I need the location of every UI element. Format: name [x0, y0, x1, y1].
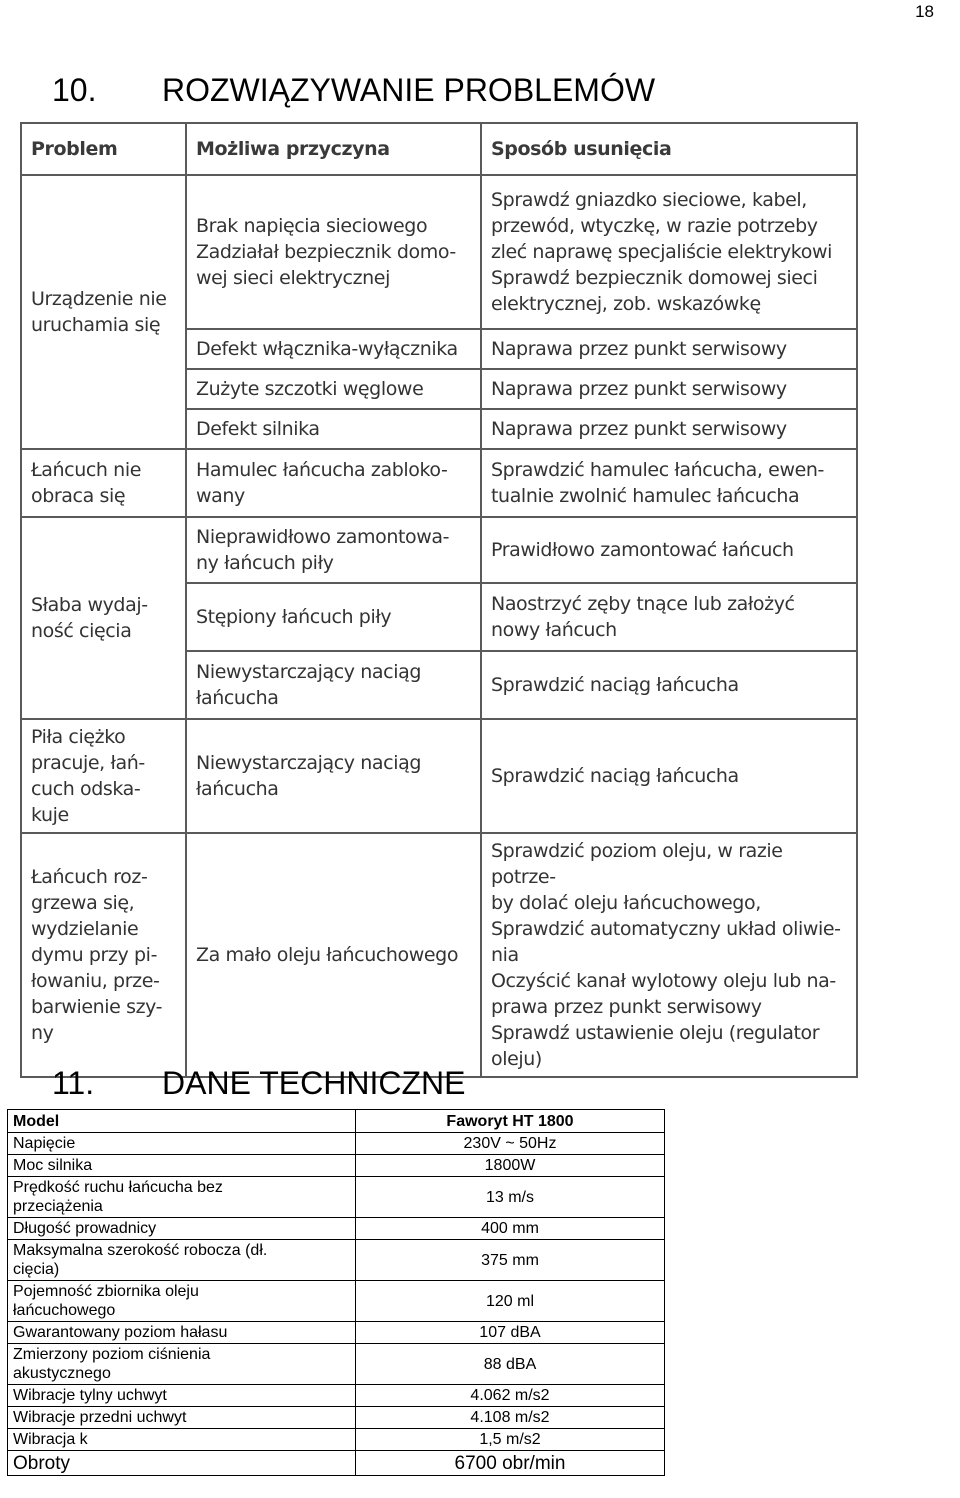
spec-value: 4.108 m/s2: [356, 1407, 665, 1429]
spec-label: Maksymalna szerokość robocza (dł. cięcia): [8, 1240, 356, 1281]
page-number: 18: [915, 2, 934, 21]
spec-label: Zmierzony poziom ciśnienia akustycznego: [8, 1344, 356, 1385]
spec-label: Pojemność zbiornika oleju łańcuchowego: [8, 1281, 356, 1322]
spec-row: [8, 1429, 665, 1451]
section-11-heading: [52, 1065, 465, 1102]
troubleshooting-row: [21, 517, 857, 583]
spec-value: 107 dBA: [356, 1322, 665, 1344]
spec-value: Faworyt HT 1800: [356, 1110, 665, 1133]
spec-value: 120 ml: [356, 1281, 665, 1322]
spec-label: Wibracja k: [8, 1429, 356, 1451]
spec-label: Prędkość ruchu łańcucha bez przeciążenia: [8, 1177, 356, 1218]
troubleshooting-header-row: [21, 123, 857, 175]
solution-cell: Naprawa przez punkt serwisowy: [481, 329, 857, 369]
spec-label: Model: [8, 1110, 356, 1133]
cause-cell: Hamulec łańcucha zabloko- wany: [186, 449, 481, 517]
spec-row: [8, 1155, 665, 1177]
spec-value: 1,5 m/s2: [356, 1429, 665, 1451]
spec-value: 1800W: [356, 1155, 665, 1177]
spec-row: [8, 1344, 665, 1385]
solution-cell: Naostrzyć zęby tnące lub założyć nowy łańcuch: [481, 583, 857, 651]
problem-cell: Piła ciężko pracuje, łań- cuch odska- kuje: [21, 719, 186, 833]
spec-value: 4.062 m/s2: [356, 1385, 665, 1407]
cause-cell: Stępiony łańcuch piły: [186, 583, 481, 651]
solution-cell: Sprawdzić poziom oleju, w razie potrze- by dolać oleju łańcuchowego, Sprawdzić automatyczny układ oliwie- nia Oczyścić kanał wylotowy oleju lub na- prawa przez punkt serwisowy Sprawdź ustawienie oleju (regulator oleju): [481, 833, 857, 1077]
technical-data-table: [7, 1109, 665, 1476]
section-11-title: DANE TECHNICZNE: [162, 1065, 466, 1101]
spec-value: 13 m/s: [356, 1177, 665, 1218]
problem-cell: Urządzenie nie uruchamia się: [21, 175, 186, 449]
solution-cell: Prawidłowo zamontować łańcuch: [481, 517, 857, 583]
section-10-number: 10.: [52, 72, 97, 108]
cause-cell: Niewystarczający naciąg łańcucha: [186, 719, 481, 833]
spec-label: Moc silnika: [8, 1155, 356, 1177]
cause-cell: Zużyte szczotki węglowe: [186, 369, 481, 409]
problem-cell: Łańcuch nie obraca się: [21, 449, 186, 517]
problem-cell: Łańcuch roz- grzewa się, wydzielanie dymu przy pi- łowaniu, prze- barwienie szy- ny: [21, 833, 186, 1077]
solution-cell: Sprawdzić naciąg łańcucha: [481, 651, 857, 719]
spec-value: 88 dBA: [356, 1344, 665, 1385]
spec-row: [8, 1451, 665, 1476]
spec-row: [8, 1240, 665, 1281]
spec-row: [8, 1218, 665, 1240]
section-10-heading: [52, 72, 655, 109]
cause-cell: Za mało oleju łańcuchowego: [186, 833, 481, 1077]
cause-cell: Nieprawidłowo zamontowa- ny łańcuch piły: [186, 517, 481, 583]
section-10-title: ROZWIĄZYWANIE PROBLEMÓW: [162, 72, 656, 108]
spec-value: 400 mm: [356, 1218, 665, 1240]
solution-cell: Naprawa przez punkt serwisowy: [481, 409, 857, 449]
spec-label: Obroty: [8, 1451, 356, 1476]
solution-cell: Sprawdź gniazdko sieciowe, kabel, przewód, wtyczkę, w razie potrzeby zleć naprawę specjaliście elektrykowi Sprawdź bezpiecznik domowej sieci elektrycznej, zob. wskazówkę: [481, 175, 857, 329]
section-11-number: 11.: [52, 1065, 95, 1101]
problem-cell: Słaba wydaj- ność cięcia: [21, 517, 186, 719]
troubleshooting-row: [21, 833, 857, 1077]
troubleshooting-table: [20, 122, 858, 1078]
technical-data-header-row: [8, 1110, 665, 1133]
cause-cell: Defekt silnika: [186, 409, 481, 449]
spec-label: Gwarantowany poziom hałasu: [8, 1322, 356, 1344]
troubleshooting-row: [21, 449, 857, 517]
spec-row: [8, 1407, 665, 1429]
spec-row: [8, 1177, 665, 1218]
header-solution: Sposób usunięcia: [481, 123, 857, 175]
header-cause: Możliwa przyczyna: [186, 123, 481, 175]
spec-label: Wibracje tylny uchwyt: [8, 1385, 356, 1407]
spec-value: 230V ~ 50Hz: [356, 1133, 665, 1155]
spec-label: Wibracje przedni uchwyt: [8, 1407, 356, 1429]
spec-row: [8, 1385, 665, 1407]
solution-cell: Naprawa przez punkt serwisowy: [481, 369, 857, 409]
cause-cell: Defekt włącznika-wyłącznika: [186, 329, 481, 369]
troubleshooting-row: [21, 175, 857, 329]
cause-cell: Brak napięcia sieciowego Zadziałał bezpiecznik domo- wej sieci elektrycznej: [186, 175, 481, 329]
spec-row: [8, 1133, 665, 1155]
spec-row: [8, 1281, 665, 1322]
header-problem: Problem: [21, 123, 186, 175]
solution-cell: Sprawdzić naciąg łańcucha: [481, 719, 857, 833]
spec-value: 375 mm: [356, 1240, 665, 1281]
spec-label: Długość prowadnicy: [8, 1218, 356, 1240]
solution-cell: Sprawdzić hamulec łańcucha, ewen- tualnie zwolnić hamulec łańcucha: [481, 449, 857, 517]
spec-row: [8, 1322, 665, 1344]
spec-value: 6700 obr/min: [356, 1451, 665, 1476]
spec-label: Napięcie: [8, 1133, 356, 1155]
cause-cell: Niewystarczający naciąg łańcucha: [186, 651, 481, 719]
troubleshooting-row: [21, 719, 857, 833]
